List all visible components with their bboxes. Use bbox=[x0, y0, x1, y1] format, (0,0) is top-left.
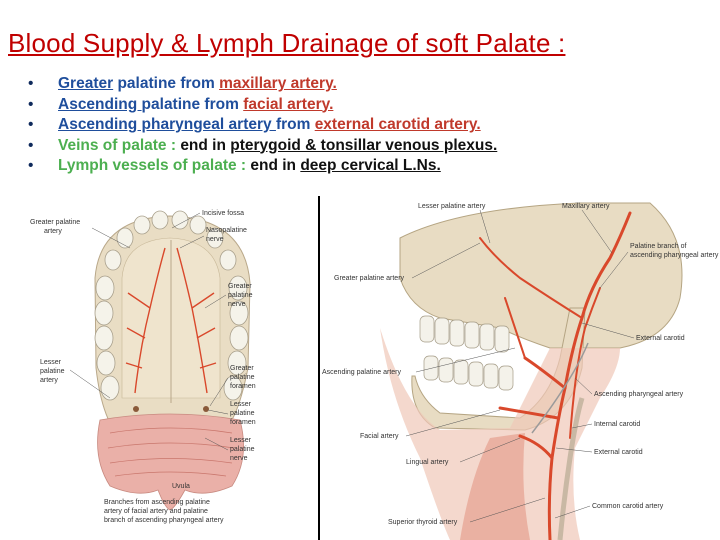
figure-label: Facial artery bbox=[360, 433, 399, 440]
figure-label: palatine bbox=[230, 446, 255, 453]
figure-label: Ascending pharyngeal artery bbox=[594, 391, 684, 398]
figure-label: Greater bbox=[228, 283, 252, 290]
bullet-text: Lymph vessels of palate : bbox=[58, 157, 251, 174]
figure-label: Greater bbox=[230, 365, 254, 372]
figure-label: Nasopalatine bbox=[206, 227, 247, 234]
figure-label: artery bbox=[40, 377, 58, 384]
bullet-text: facial artery. bbox=[243, 95, 334, 113]
bullet-dot-icon: • bbox=[28, 157, 34, 174]
figure-label: Lesser bbox=[230, 401, 252, 408]
bullet-text: Ascending pharyngeal artery bbox=[58, 116, 276, 133]
bullet-text: palatine from bbox=[113, 75, 220, 92]
bullet-item bbox=[28, 156, 497, 177]
figure-label: Incisive fossa bbox=[202, 210, 245, 217]
figure-label: artery bbox=[44, 228, 62, 235]
bullet-text: maxillary artery. bbox=[219, 75, 337, 92]
bullet-text: palatine from bbox=[141, 95, 244, 113]
bullet-dot-icon: • bbox=[28, 75, 34, 92]
figure-label: Maxillary artery bbox=[562, 203, 610, 210]
bullet-dot-icon: • bbox=[28, 136, 34, 154]
figure-label: ascending pharyngeal artery bbox=[630, 252, 719, 259]
figure-label: foramen bbox=[230, 383, 256, 390]
figure-label: palatine bbox=[230, 410, 255, 417]
figure-label: Greater palatine artery bbox=[334, 275, 405, 282]
bullet-text: end in bbox=[250, 157, 301, 174]
lateral-head-illustration bbox=[320, 198, 720, 540]
figure-label: Lesser bbox=[230, 437, 252, 444]
figure-label: Palatine branch of bbox=[630, 243, 687, 250]
figure-label: nerve bbox=[206, 236, 224, 243]
bullet-text: pterygoid & tonsillar bbox=[230, 136, 381, 154]
bullet-item bbox=[28, 115, 497, 136]
bullet-text: Ascending bbox=[58, 95, 142, 113]
bullet-dot-icon: • bbox=[28, 116, 34, 133]
figure-label: palatine bbox=[230, 374, 255, 381]
bullet-dot-icon: • bbox=[28, 95, 34, 113]
bullet-text: venous plexus. bbox=[380, 136, 498, 154]
slide-title: Blood Supply & Lymph Drainage of soft Palate : bbox=[8, 28, 566, 58]
figure-label: External carotid bbox=[636, 335, 685, 342]
figure-label: palatine bbox=[40, 368, 65, 375]
figure-label: Lingual artery bbox=[406, 459, 449, 466]
bullet-text: external carotid artery. bbox=[314, 116, 481, 133]
bullet-item bbox=[28, 136, 497, 157]
bullet-text: Veins of palate : bbox=[58, 136, 181, 154]
figure-label: Greater palatine bbox=[30, 219, 81, 226]
bullet-text: Greater bbox=[58, 75, 114, 92]
figure-label: External carotid bbox=[594, 449, 643, 456]
figure-label: Lesser palatine artery bbox=[418, 203, 486, 210]
bullet-item bbox=[28, 95, 497, 116]
figure-label: artery of facial artery and palatine bbox=[104, 508, 208, 515]
palate-illustration bbox=[0, 198, 318, 540]
figure-label: foramen bbox=[230, 419, 256, 426]
figure-label: nerve bbox=[230, 455, 248, 462]
figure-label: branch of ascending pharyngeal artery bbox=[104, 517, 224, 524]
bullet-list bbox=[28, 74, 497, 177]
bullet-text: deep cervical L.Ns. bbox=[300, 157, 441, 174]
figure-label: Branches from ascending palatine bbox=[104, 499, 210, 506]
figure-label: palatine bbox=[228, 292, 253, 299]
bullet-text: from bbox=[275, 116, 315, 133]
figure-label: nerve bbox=[228, 301, 246, 308]
figure-label: Ascending palatine artery bbox=[322, 369, 401, 376]
bullet-text: end in bbox=[180, 136, 231, 154]
bullet-item bbox=[28, 74, 497, 95]
figure-label: Internal carotid bbox=[594, 421, 641, 428]
figure-label: Superior thyroid artery bbox=[388, 519, 458, 526]
figure-label: Uvula bbox=[172, 483, 190, 490]
figure-label: Lesser bbox=[40, 359, 62, 366]
figure-label: Common carotid artery bbox=[592, 503, 664, 510]
